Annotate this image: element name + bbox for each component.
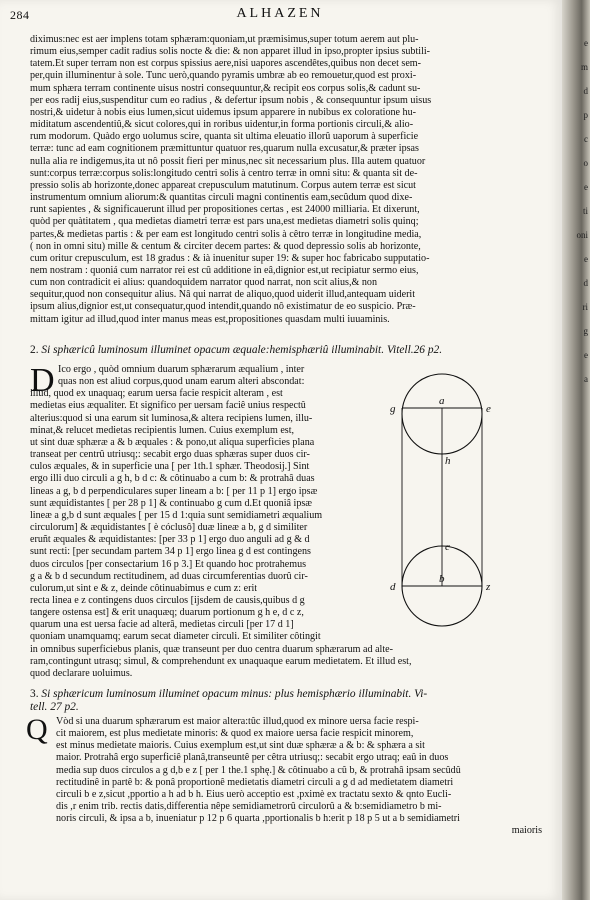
text-line: circulorum] & æquidistantes [ è cóclusô] duæ lineæ a b, g d similiter	[30, 522, 308, 534]
text-line: ipsum alius,dignior est,ut consequatur,quod intendit,quando nô existimatur de eo suspicio. Præ-	[30, 301, 416, 313]
text-line: pressio solis ab horizonte,donec appareat crepusculum matutinum. Corpus autem terræ est sicut	[30, 179, 416, 191]
proposition-2-ref: Vitell.26 p2.	[386, 344, 443, 356]
gutter-letter: e	[584, 182, 588, 192]
gutter-letter: ti	[582, 206, 588, 216]
text-line: eruñt æquales & æquidistantes: [per 33 p 1] ergo duo anguli ad g & d	[30, 534, 310, 546]
text-line: cum non contradicit ei alius: quandoquidem narrator quod narrat, non scit alius,& non	[30, 277, 378, 289]
adjacent-page-letters	[570, 38, 588, 398]
proposition-3-ref-1: Vi-	[414, 688, 428, 700]
gutter-letter: e	[584, 254, 588, 264]
text-line: quod declarare uoluimus.	[30, 667, 133, 679]
gutter-letter: e	[584, 38, 588, 48]
text-line: alterius:quod si una earum sit luminosa,& altera recipiens lumen, illu-	[30, 412, 313, 424]
text-line: runt sapientes , & significauerunt illud per propositiones certas , est 24000 milliaria. Et dixerunt,	[30, 204, 420, 216]
gutter-letter: m	[580, 62, 588, 72]
text-line: nulla alia re indigemus,ita ut nô possit fieri per minus,nec sit necessarium plus. Illa autem quatuor	[30, 155, 426, 167]
text-block-3	[26, 713, 542, 838]
gutter-letter: d	[583, 86, 588, 96]
text-line: in omnibus superficiebus planis, quæ transeunt per duo centra duarum sphærarum ad alte-	[30, 643, 394, 655]
text-line: maior. Protrahâ ergo superficiê planâ,transeuntê per cêtra utriusq;: secabit ergo utraq; eaû in duos	[56, 752, 449, 764]
proposition-3-number: 3.	[30, 688, 39, 700]
text-line: tangere ostensa est] & erit unaquæq; duarum portionum g h e, d c z,	[30, 607, 304, 619]
label-h: h	[445, 455, 451, 467]
text-line: recta linea e z contingens duos circulos [ijsdem de causis,quibus d g	[30, 594, 305, 606]
text-line: minat,& relucet medietas recipientis lumen. Cuius exemplum est,	[30, 424, 295, 436]
text-line: g a & b d secundum rectitudinem, ad duas circumferentias duorû cir-	[30, 570, 308, 582]
text-line: mittam igitur ad illud,quod inter manus meas est,propositiones quasdam multi iuuaminis.	[30, 313, 390, 325]
text-line: rectitudinê in partê b: & ponâ proportionê medietatis diametri circuli a g d ad medietatem diametri	[56, 776, 454, 788]
text-line: diximus:nec est aer implens totam sphæram:quoniam,ut præmisimus,super totum aerem aut plu-	[30, 34, 419, 45]
page-number: 284	[10, 8, 30, 22]
text-line: tatem.Et super terram non est corpus spissius aere,nisi uapores ascendêtes,quibus non decet sem-	[30, 58, 422, 70]
text-line: media sup duos circulos a g d,b e z [ per 1 the.1 sphę.] & côtinuabo a cû b, & protrahâ ipsam secûdû	[56, 764, 461, 776]
text-line: rum modorum. Quàdo ergo uolumus scire, quanta sit ultima eleuatio illorû uaporum à superficie	[30, 131, 419, 143]
text-line: mum sphæra terram continente uisus nostri consequuntur,& recipit eos corpus solis,& cadunt su-	[30, 82, 421, 94]
text-line: quas non est aliud corpus,quod unam earum alteri abscondat:	[58, 376, 305, 388]
text-line: culorum,ut sint e & z, deinde côtinuabimus e cum z: erit	[30, 582, 258, 594]
text-line: partes,& medietas partis : & per eam est longitudo centri solis à cêtro terræ in longitudine media,	[30, 228, 422, 240]
two-spheres-diagram	[392, 368, 504, 638]
label-g: g	[390, 403, 396, 415]
drop-cap-q: Q	[26, 713, 48, 746]
text-line: quoniam unamquamq; earum secat diameter circuli. Et similiter côtingit	[30, 631, 321, 643]
text-block-2	[30, 362, 412, 680]
text-line: nostri,& uidetur à nobis eius lumen,sicut uidemus ipsum apparere in nubibus ex coloratione hu-	[30, 106, 417, 118]
text-line: sunt:corpus terræ:corpus solis:longitudo centri solis à centro terræ in omni situ: & quanta sit de-	[30, 167, 418, 179]
text-line: lineas a g, b d perpendiculares super lineam a b: [ per 11 p 1] ergo ipsæ	[30, 485, 318, 497]
text-line: cit maiorem, est plus medietate minoris: & quod ex maiore uersa facie respicit minorem,	[56, 728, 414, 740]
label-a: a	[439, 395, 445, 407]
text-line: miditatum ascendentiû,& sicut colores,qui in roribus uidentur,in forma portionis circuli,& alio-	[30, 119, 414, 131]
label-c: c	[445, 541, 450, 553]
text-line: duos circulos [per consectarium 16 p 3.] Et quando hoc protrahemus	[30, 558, 307, 570]
text-line: illud, quod ex unaquaq; earum uersa facie respicit alteram , est	[30, 388, 283, 400]
gutter-letter: e	[584, 350, 588, 360]
text-line: quarum una est uersa facie ad alterâ, medietas circuli [per 17 d 1]	[30, 619, 294, 631]
drop-cap-d: D	[30, 362, 55, 399]
gutter-letter: a	[584, 374, 588, 384]
text-line: per eos radij eius,suspenditur cum eo radius , & defertur ipsum nobis , & consequuntur ipsum uisus	[30, 94, 432, 106]
text-line: terræ: tunc ad eam cognitionem præmittuntur quatuor res,quarum nulla excusatur,& præter ipsas	[30, 143, 419, 155]
text-line: quòd per quàtitatem , qua medietas diametri terræ est pars una,est medietas diametri solis quinq;	[30, 216, 419, 228]
text-line: maioris	[511, 825, 542, 837]
book-gutter	[562, 0, 590, 900]
text-line: instrumentum omnium aliorum:& quantitas circuli magni continentis eam,secûdum quod dixe-	[30, 192, 413, 204]
proposition-2-number: 2.	[30, 344, 39, 356]
gutter-letter: c	[584, 134, 588, 144]
gutter-letter: d	[583, 278, 588, 288]
gutter-letter: o	[583, 158, 588, 168]
text-line: culos æquales, & in superficie una [ per 1th.1 sphær. Theodosij.] Sint	[30, 461, 310, 473]
text-line: sunt æquidistantes [ per 28 p 1] & continuabo g cum d.Et quoniâ ipsæ	[30, 497, 313, 509]
text-line: medietas eius æqualiter. Et significo per uersam faciê unius respectû	[30, 400, 306, 412]
proposition-3-title: Si sphæricum luminosum illuminet opacum minus: plus hemisphærio illuminabit.	[41, 688, 412, 700]
text-line: Vòd si una duarum sphærarum est maior altera:tûc illud,quod ex minore uersa facie respi-	[56, 716, 419, 727]
gutter-letter: p	[583, 110, 588, 120]
text-line: lineæ a g,b d sunt æquales [ per 15 d 1:quia sunt semidiametri æqualium	[30, 509, 323, 521]
text-line: noris circuli, & ipsa a b, inueniatur p 12 p 6 quarta ,pportionalis b h:erit p 18 p 5 ut a b semidiametri	[56, 813, 460, 825]
label-e: e	[486, 403, 491, 415]
gutter-letter: ri	[582, 302, 588, 312]
text-line: ut sint duæ sphæræ a & b æquales : & pono,ut aliqua superficies plana	[30, 436, 315, 448]
text-block-3-lines	[30, 716, 542, 838]
proposition-2-heading	[30, 344, 542, 357]
text-block-2-lines	[30, 364, 412, 680]
text-line: ( non in omni situ) mille & centum & circiter decem partes: & quod depressio solis ab horizonte,	[30, 240, 421, 252]
label-d: d	[390, 581, 396, 593]
text-line: nem nostram : quoniá cum narrator rei est cû additione in eâ,dignior est,ut recipiatur sermo eius,	[30, 264, 419, 276]
text-line: ram,contingunt utrasq; simul, & comprehendunt ex unaquaque earum medietatem. Et illud est,	[30, 655, 412, 667]
text-line: per,quin illuminentur à sole. Tunc uerò,quando pyramis umbræ ab eo remouetur,quod est proxi-	[30, 70, 417, 82]
proposition-2-title: Si sphæricû luminosum illuminet opacum æquale:hemisphæriû illuminabit.	[41, 344, 385, 356]
gutter-letter: g	[583, 326, 588, 336]
gutter-letter: oni	[576, 230, 588, 240]
proposition-3-heading	[30, 688, 542, 714]
text-line: ergo illi duo circuli a g h, b d c: & côtinuabo a cum b: & protrahâ duas	[30, 473, 315, 485]
text-line: cum oritur crepusculum, est 18 gradus : & ià inuenitur super 19: & super hoc fabricabo supputatio-	[30, 252, 430, 264]
text-line: transeat per centrû utriusq;: secabit ergo duas sphæras super duos cir-	[30, 449, 310, 461]
text-line: dis ,r enim trib. rectis datis,differentia nêpe semidiametrorû circulorû a & b:semidiametro b mi-	[56, 801, 442, 813]
text-line: rimum eius,semper cadit radius solis nocte & die: & non apparet illud in ipso,propter ipsius subtili-	[30, 46, 431, 58]
text-line: est minus medietate maioris. Cuius exemplum est,ut sint duæ sphæræ a & b: & sphæra a sit	[56, 740, 425, 752]
geometry-figure	[392, 368, 504, 638]
text-line: circuli b e z,sicut ,pportio a h ad b h. Eius uerò acceptio est ,pximè ex tractatu sexto & qnto Eucli-	[56, 788, 452, 800]
proposition-3-ref-2: tell. 27 p2.	[30, 701, 79, 713]
text-line: Ico ergo , quòd omnium duarum sphærarum æqualium , inter	[58, 364, 305, 375]
page-header	[10, 6, 550, 24]
text-line: sunt recti: [per secundam partem 34 p 1] ergo linea g d est contingens	[30, 546, 311, 558]
label-b: b	[439, 573, 445, 585]
running-head: ALHAZEN	[236, 6, 324, 21]
label-z: z	[486, 581, 491, 593]
text-line: sequitur,quod non consequitur alius. Nâ qui narrat de aliquo,quod uiderit illud,antequam uiderit	[30, 289, 416, 301]
text-block-1	[30, 34, 542, 326]
